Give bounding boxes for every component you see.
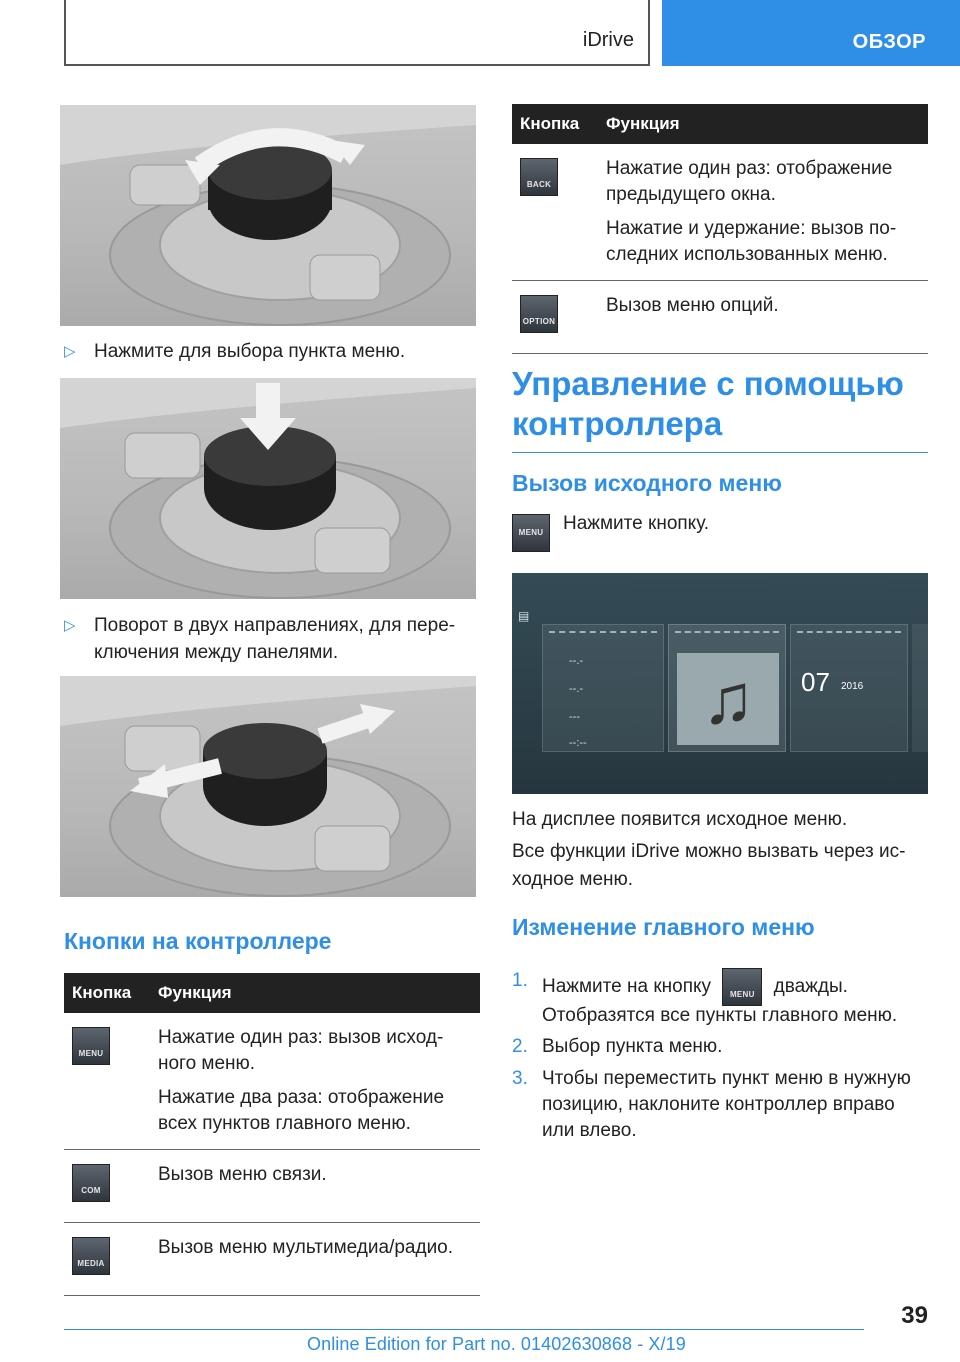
col-button-header: Кнопка	[512, 104, 598, 144]
header-section-box	[64, 0, 650, 66]
idrive-home-screen	[512, 573, 928, 794]
screen-menu-icon: ▤	[518, 609, 530, 623]
press-button-text: Нажмите кнопку.	[563, 513, 710, 534]
step-text: Чтобы переместить пункт меню в нужную позицию, наклоните контроллер вправо или влево.	[542, 1068, 911, 1141]
menu-button-icon: MENU	[512, 514, 550, 552]
function-text: Нажатие один раз: отображение предыдущего окна.	[606, 158, 893, 205]
chapter-tab[interactable]	[662, 0, 960, 66]
step-text: Выбор пункта меню.	[542, 1036, 723, 1057]
list-item: 3. Чтобы переместить пункт меню в нужную позицию, наклоните контроллер вправо или влево.	[512, 1066, 928, 1144]
page-number: 39	[901, 1302, 928, 1329]
controller-tilt-illustration	[60, 676, 476, 897]
function-text: Вызов меню связи.	[158, 1164, 327, 1185]
table-row	[64, 1223, 480, 1296]
step-text: Отобразятся все пункты главного меню.	[542, 1005, 898, 1026]
table-row	[512, 144, 928, 281]
section-title: iDrive	[582, 29, 634, 51]
screen-appears-text: На дисплее появится исходное меню.	[512, 809, 848, 830]
function-text: Вызов меню опций.	[606, 295, 779, 316]
step-text: дважды.	[773, 976, 848, 998]
buttons-table-right	[512, 104, 928, 354]
change-menu-heading: Изменение главного меню	[512, 914, 815, 940]
step-text: Нажмите на кнопку	[542, 976, 712, 998]
bullet-triangle-icon: ▷	[64, 617, 76, 634]
buttons-table-left	[64, 973, 480, 1296]
footer-divider	[64, 1329, 864, 1330]
back-button-icon: BACK	[520, 158, 558, 196]
all-functions-text: Все функции iDrive можно вызвать через ис-ходное меню.	[512, 841, 906, 890]
function-text: Нажатие два раза: отображение всех пунктов главного меню.	[158, 1087, 445, 1134]
menu-button-icon: MENU	[72, 1027, 110, 1065]
function-text: Нажатие один раз: вызов исход-ного меню.	[158, 1027, 444, 1074]
bullet-rotate: ▷ Поворот в двух направлениях, для пере-ключения между панелями.	[64, 612, 484, 666]
footer-edition: Online Edition for Part no. 01402630868 - X/19	[307, 1334, 686, 1354]
col-button-header: Кнопка	[64, 973, 150, 1013]
table-row	[512, 281, 928, 354]
list-item: 1. Нажмите на кнопку MENU дважды.	[512, 968, 928, 1006]
media-button-icon: MEDIA	[72, 1237, 110, 1275]
screen-tile-media	[668, 624, 786, 752]
bullet-press: ▷ Нажмите для выбора пункта меню.	[64, 338, 484, 365]
list-item: 2. Выбор пункта меню.	[512, 1034, 928, 1060]
chapter-title: ОБЗОР	[852, 31, 926, 53]
controller-rotate-illustration	[60, 378, 476, 599]
screen-tile-calendar: 07 2016	[790, 624, 908, 752]
table-row	[64, 1150, 480, 1223]
buttons-heading: Кнопки на контроллере	[64, 928, 332, 954]
table-row	[64, 1013, 480, 1150]
music-note-icon: ♫	[677, 653, 779, 745]
screen-tile-vehicle: --.- --.- --- --:--	[542, 624, 664, 752]
col-function-header: Функция	[150, 973, 480, 1013]
list-item	[512, 1003, 928, 1029]
function-text: Нажатие и удержание: вызов по-следних использованных меню.	[606, 218, 897, 265]
main-heading: Управление с помощью контроллера	[512, 364, 928, 453]
bullet-triangle-icon: ▷	[64, 343, 76, 360]
col-function-header: Функция	[598, 104, 928, 144]
function-text: Вызов меню мультимедиа/радио.	[158, 1237, 454, 1258]
initial-menu-heading: Вызов исходного меню	[512, 470, 782, 496]
screen-tile-next	[912, 624, 928, 752]
controller-press-illustration	[60, 105, 476, 326]
menu-button-icon: MENU	[722, 968, 762, 1006]
option-button-icon: OPTION	[520, 295, 558, 333]
com-button-icon: COM	[72, 1164, 110, 1202]
